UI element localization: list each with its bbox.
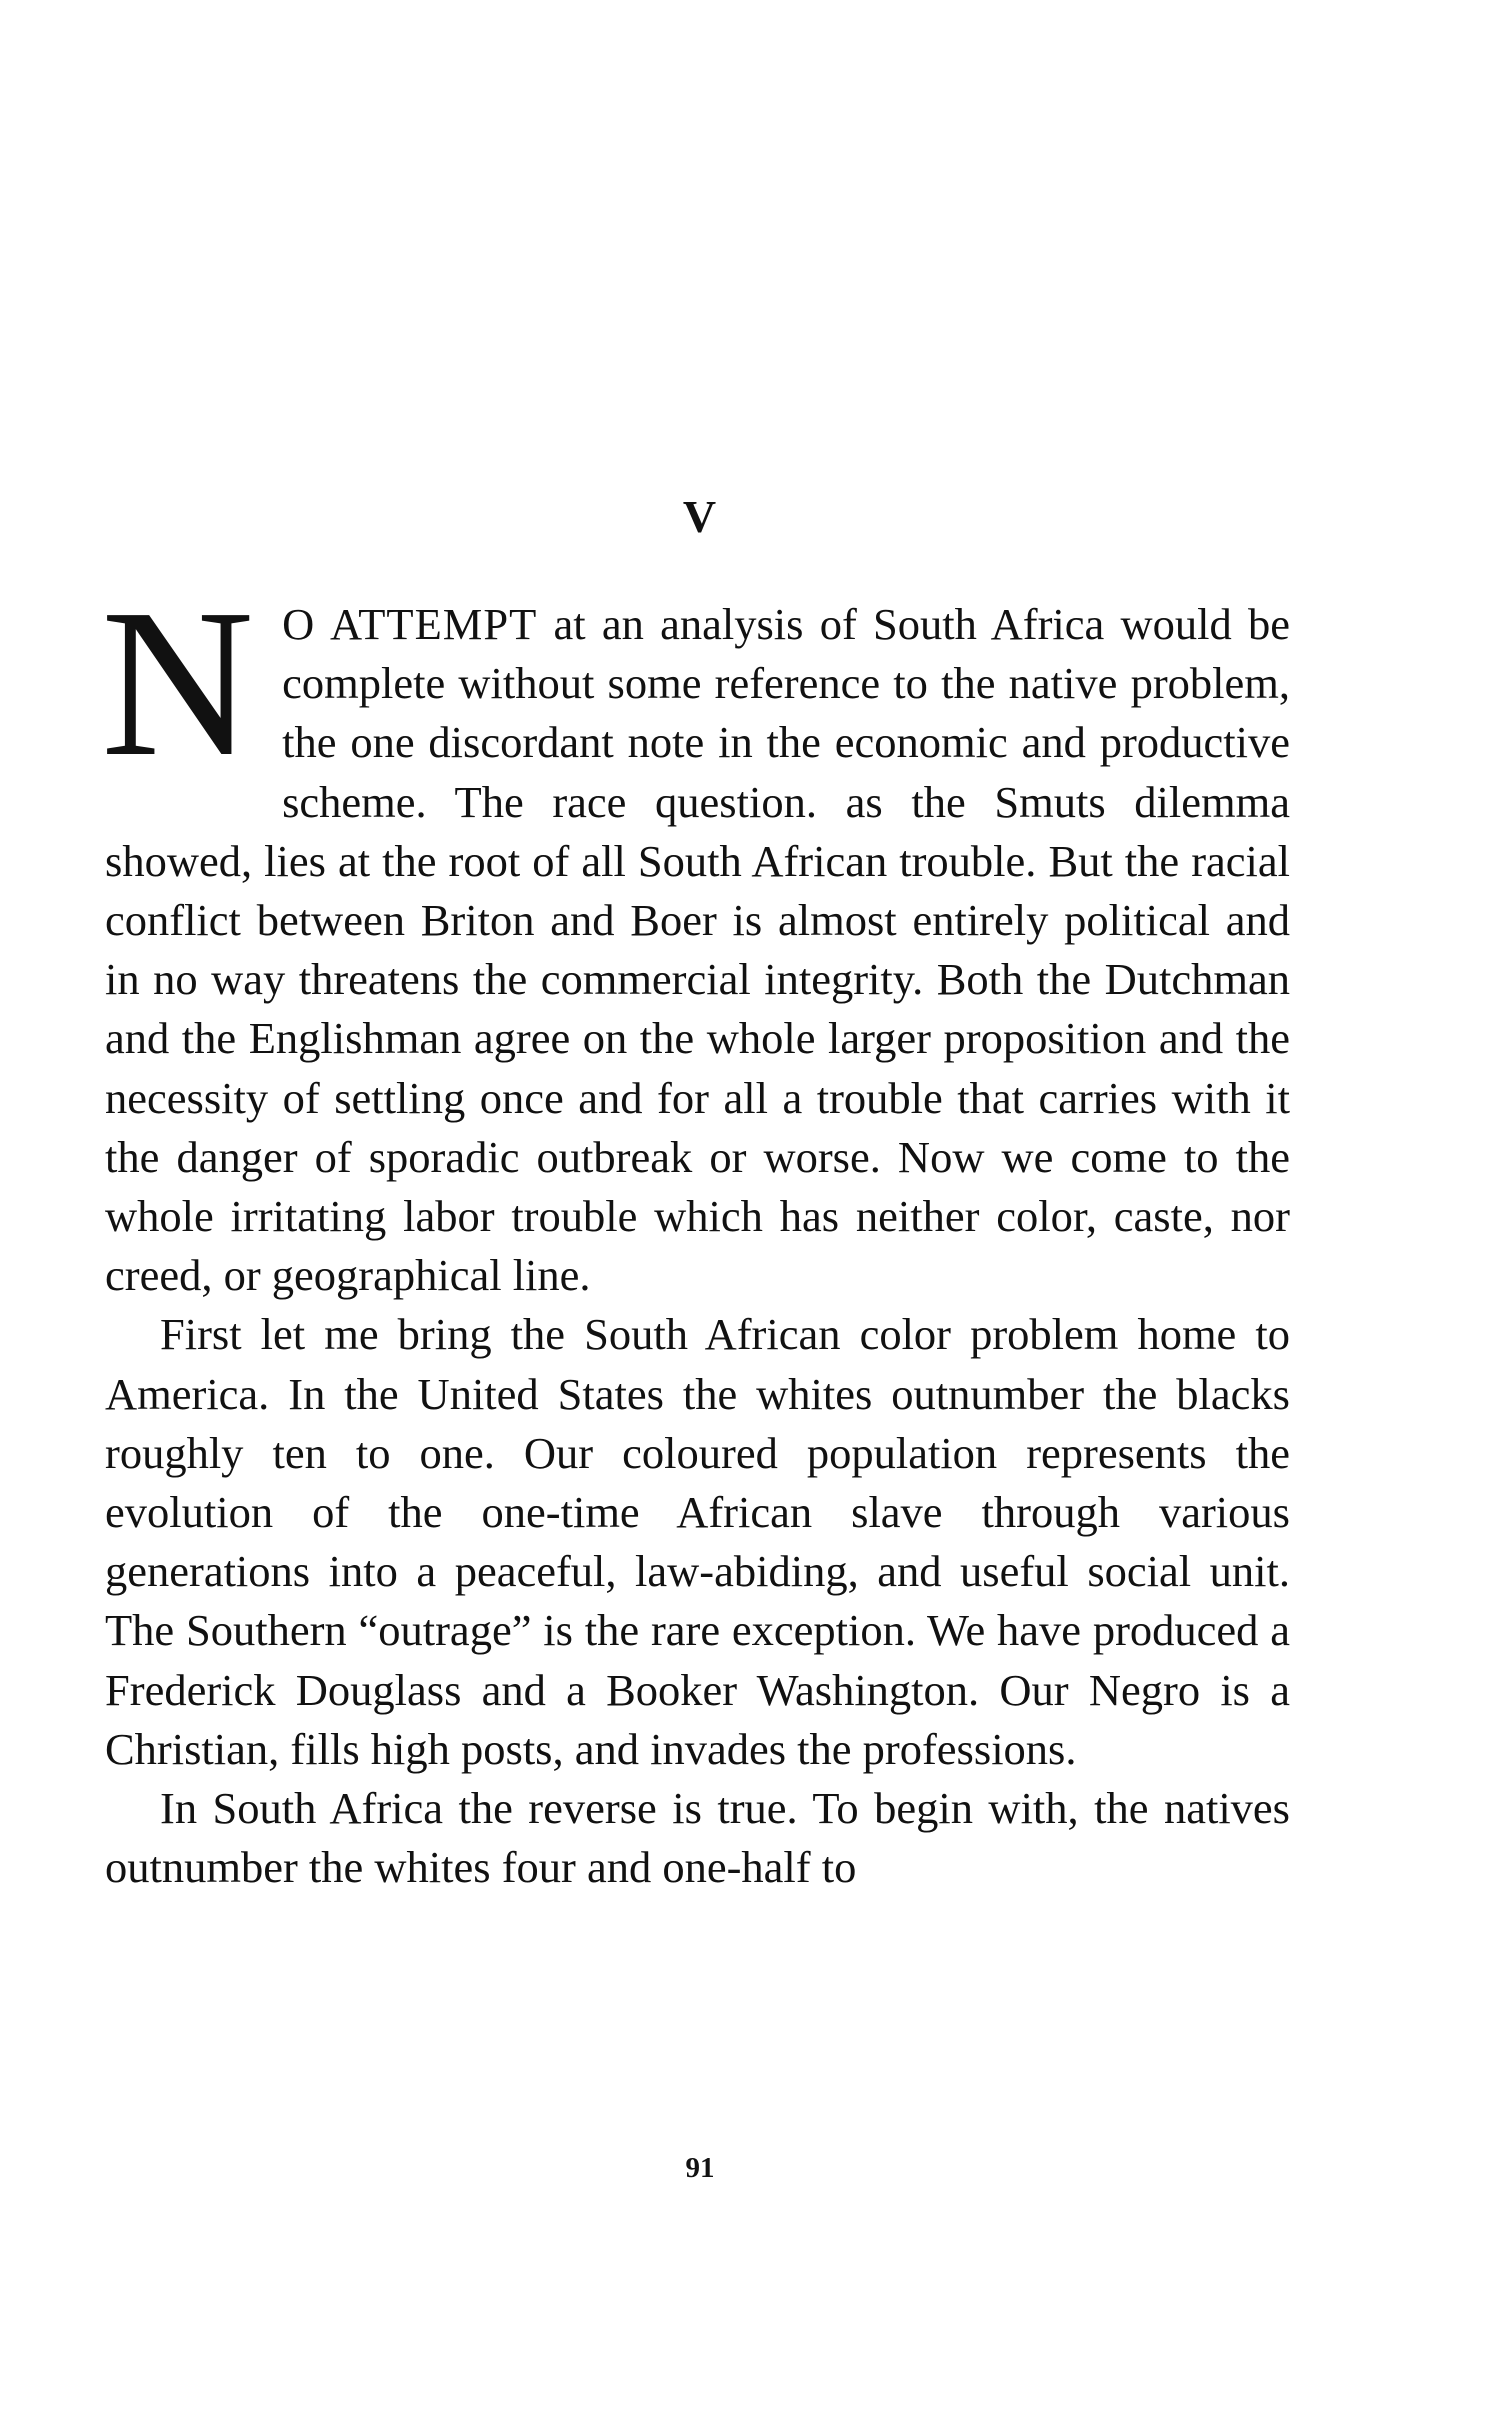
paragraph-3: In South Africa the reverse is true. To begin with, the natives outnumber the whites four and one-half to [105, 1783, 1290, 1893]
body-text [101, 565, 1290, 1897]
chapter-number: V [682, 491, 718, 542]
drop-cap-letter: N [101, 565, 255, 800]
page-number: 91 [685, 2152, 715, 2184]
paragraph-1 [101, 565, 1290, 1305]
paragraph-2: First let me bring the South African color problem home to America. In the United States the whites outnumber the blacks roughly ten to one. Our coloured population represents the evolution of the one-time African slave through various generations into a peaceful, law-abiding, and useful social unit. The Southern “outrage” is the rare exception. We have produced a Frederick Douglass and a Booker Washington. Our Negro is a Christian, fills high posts, and invades the professions. [105, 1309, 1290, 1774]
paragraph-1-text: at an analysis of South Africa would be complete without some reference to the native problem, the one discordant note in the economic and productive scheme. The race question. as the Smuts dilemma showed, lies at the root of all South African trouble. But the racial conflict between Briton and Boer is almost entirely political and in no way threatens the commercial integrity. Both the Dutchman and the Englishman agree on the whole larger proposition and the necessity of settling once and for all a trouble that carries with it the danger of sporadic outbreak or worse. Now we come to the whole irritating labor trouble which has neither color, caste, nor creed, or geographical line. [105, 599, 1290, 1301]
lead-small-caps: O ATTEMPT [282, 599, 538, 649]
